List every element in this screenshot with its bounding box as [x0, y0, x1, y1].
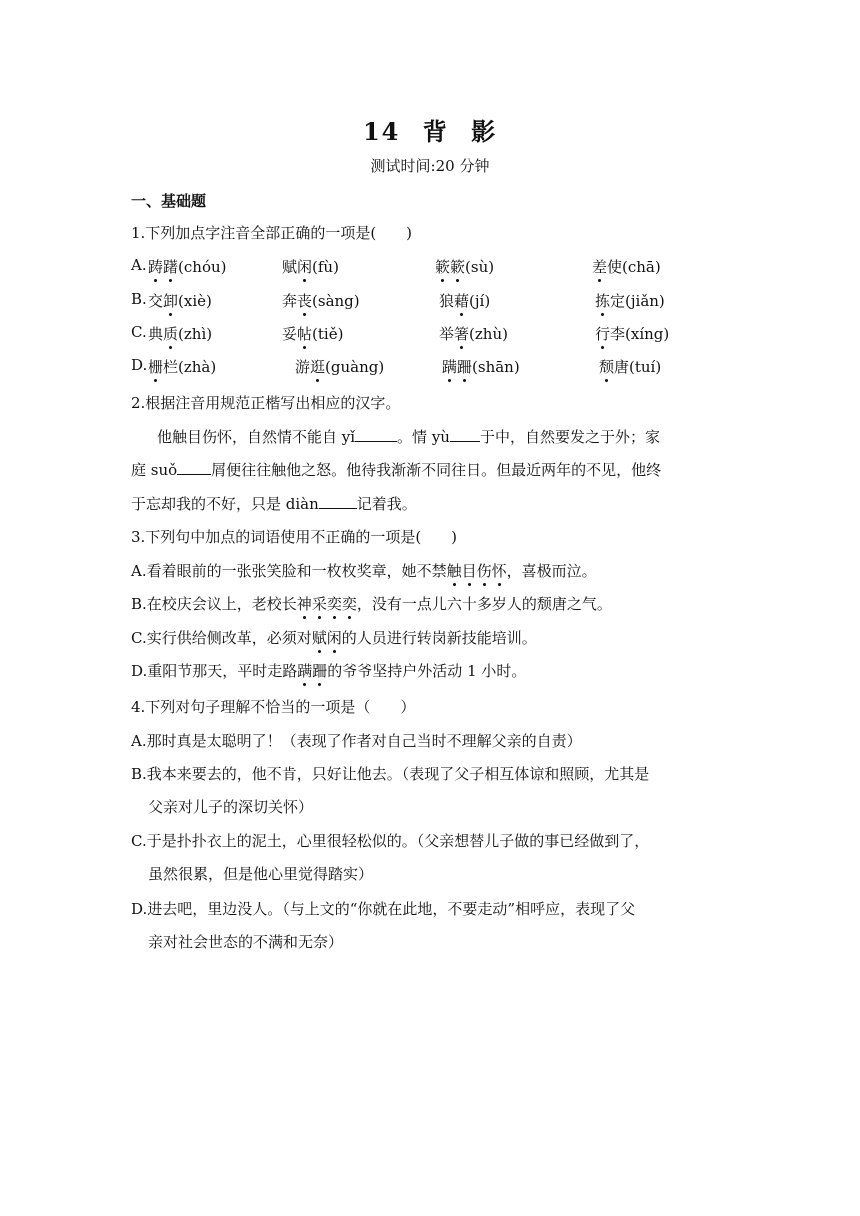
option-cell: 奔丧(sàng) — [282, 292, 360, 310]
q2-passage-line-3: 于忘却我的不好，只是 diàn 记着我。 — [131, 495, 417, 513]
answer-blank[interactable] — [319, 494, 357, 509]
title-char-2: 影 — [471, 117, 498, 146]
option-cell: 赋闲(fù) — [282, 258, 339, 276]
q4-option-b-cont: 父亲对儿子的深切关怀） — [148, 798, 314, 816]
page-title — [0, 112, 860, 147]
option-cell: 交卸(xiè) — [148, 292, 212, 310]
option-cell: 举箸(zhù) — [439, 325, 508, 343]
q2-stem: 2.根据注音用规范正楷写出相应的汉字。 — [131, 394, 401, 412]
q4-option-b: B.我本来要去的，他不肯，只好让他去。（表现了父子相互体谅和照顾，尤其是 — [131, 765, 650, 783]
q4-option-a: A.那时真是太聪明了！（表现了作者对自己当时不理解父亲的自责） — [131, 732, 582, 750]
answer-blank[interactable] — [355, 427, 397, 442]
q4-option-d: D.进去吧，里边没人。（与上文的“你就在此地，不要走动”相呼应，表现了父 — [131, 900, 636, 918]
q1-stem: 1.下列加点字注音全部正确的一项是( ) — [131, 224, 413, 242]
option-label: A. — [131, 256, 147, 274]
answer-blank[interactable] — [450, 427, 480, 442]
q3-option-c: C.实行供给侧改革，必须对赋闲的人员进行转岗新技能培训。 — [131, 629, 537, 647]
q4-option-c-cont: 虽然很累，但是他心里觉得踏实） — [148, 865, 374, 883]
option-cell: 踌躇(chóu) — [148, 258, 227, 276]
option-label: B. — [131, 290, 147, 308]
q3-option-b: B.在校庆会议上，老校长神采奕奕，没有一点儿六十多岁人的颓唐之气。 — [131, 595, 612, 613]
q3-option-a: A.看着眼前的一张张笑脸和一枚枚奖章，她不禁触目伤怀，喜极而泣。 — [131, 562, 597, 580]
option-cell: 行李(xíng) — [595, 325, 670, 343]
option-label: C. — [131, 323, 147, 341]
option-cell: 颓唐(tuí) — [599, 358, 662, 376]
test-time: 测试时间:20 分钟 — [370, 157, 490, 175]
option-cell: 游逛(guàng) — [295, 358, 385, 376]
option-cell: 妥帖(tiě) — [282, 325, 344, 343]
answer-blank[interactable] — [177, 460, 211, 475]
q2-passage-line-1: 他触目伤怀，自然情不能自 yǐ 。情 yù 于中，自然要发之于外；家 — [157, 428, 660, 446]
option-cell: 拣定(jiǎn) — [595, 292, 665, 310]
q4-stem: 4.下列对句子理解不恰当的一项是（ ） — [131, 698, 416, 716]
section-heading: 一、基础题 — [131, 192, 207, 210]
q3-stem: 3.下列句中加点的词语使用不正确的一项是( ) — [131, 528, 458, 546]
option-cell: 典质(zhì) — [148, 325, 213, 343]
q4-option-d-cont: 亲对社会世态的不满和无奈） — [148, 933, 344, 951]
q3-option-d: D.重阳节那天，平时走路蹒跚的爷爷坚持户外活动 1 小时。 — [131, 662, 527, 680]
option-cell: 栅栏(zhà) — [148, 358, 217, 376]
lesson-number: 14 — [362, 117, 401, 146]
option-cell: 蹒跚(shān) — [442, 358, 520, 376]
option-label: D. — [131, 356, 148, 374]
option-cell: 狼藉(jí) — [439, 292, 491, 310]
q2-passage-line-2: 庭 suǒ 屑便往往触他之怒。他待我渐渐不同往日。但最近两年的不见，他终 — [131, 461, 662, 479]
option-cell: 差使(chā) — [592, 258, 661, 276]
title-char-1: 背 — [422, 117, 449, 146]
q4-option-c: C.于是扑扑衣上的泥土，心里很轻松似的。（父亲想替儿子做的事已经做到了， — [131, 832, 650, 850]
option-cell: 簌簌(sù) — [435, 258, 495, 276]
